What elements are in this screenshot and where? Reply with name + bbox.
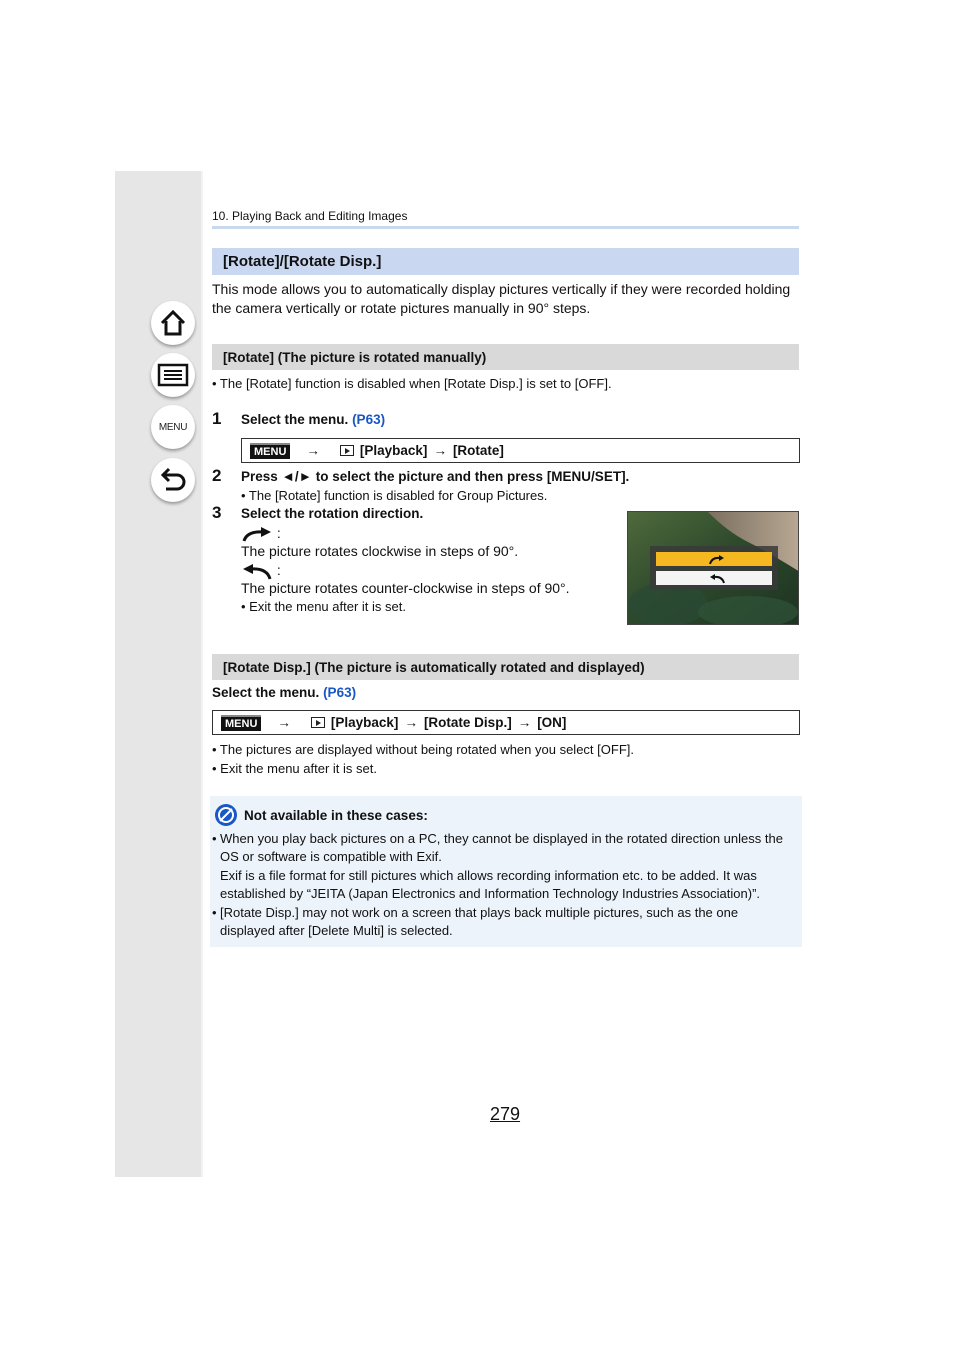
ccw-colon: : xyxy=(276,562,281,578)
ccw-text: The picture rotates counter-clockwise in steps of 90°. xyxy=(241,580,570,596)
not-available-icon xyxy=(214,803,238,827)
step-3-number: 3 xyxy=(212,503,222,522)
arrow: → xyxy=(306,443,320,458)
rotate-disp-menu-path xyxy=(212,710,800,735)
camera-screen-illustration xyxy=(627,511,799,625)
rotate-clockwise-icon xyxy=(241,526,273,542)
rotate-disp-note-2: • Exit the menu after it is set. xyxy=(212,761,377,776)
rotate-menu-screen-image xyxy=(628,512,799,625)
rotate-heading xyxy=(212,344,799,370)
contents-button[interactable] xyxy=(151,353,195,397)
back-button[interactable] xyxy=(151,458,195,502)
home-icon xyxy=(158,308,188,338)
cw-option xyxy=(241,525,281,542)
not-available-item-1a: When you play back pictures on a PC, they cannot be displayed in the rotated direction unless the OS or software is compatible with Exif. xyxy=(220,831,783,864)
bullet: • xyxy=(212,905,217,920)
home-button[interactable] xyxy=(151,301,195,345)
bullet: • xyxy=(212,831,217,846)
not-available-item-2: [Rotate Disp.] may not work on a screen that plays back multiple pictures, such as the one displayed after [Delete Multi] is selected. xyxy=(220,905,739,938)
step-1-text: Select the menu. xyxy=(241,412,349,427)
playback-icon xyxy=(340,445,354,456)
rotate-note: • The [Rotate] function is disabled when [Rotate Disp.] is set to [OFF]. xyxy=(212,376,612,391)
menu-badge: MENU xyxy=(250,443,290,459)
section-title xyxy=(212,248,799,275)
cw-colon: : xyxy=(276,525,281,541)
rotate-disp-heading-text: [Rotate Disp.] (The picture is automatically rotated and displayed) xyxy=(223,659,645,675)
step-3-text: Select the rotation direction. xyxy=(241,506,424,521)
arrow: → xyxy=(404,715,418,730)
header-divider xyxy=(212,226,799,229)
playback-icon xyxy=(311,717,325,728)
cw-text: The picture rotates clockwise in steps of 90°. xyxy=(241,543,519,559)
step-1-number: 1 xyxy=(212,409,222,428)
rotate-disp-value: [ON] xyxy=(537,715,567,730)
playback-label: [Playback] xyxy=(359,443,428,458)
page-number[interactable]: 279 xyxy=(490,1104,521,1124)
ccw-option xyxy=(241,562,281,580)
rotate-disp-item-label: [Rotate Disp.] xyxy=(423,715,512,730)
rotate-disp-note-1: • The pictures are displayed without being rotated when you select [OFF]. xyxy=(212,742,634,757)
rotate-disp-link[interactable]: (P63) xyxy=(323,685,357,700)
not-available-title: Not available in these cases: xyxy=(244,808,428,823)
rotate-heading-text: [Rotate] (The picture is rotated manually) xyxy=(223,349,487,365)
rotate-disp-select xyxy=(212,685,356,700)
rotate-item-label: [Rotate] xyxy=(452,443,504,458)
menu-list-button[interactable] xyxy=(151,405,195,449)
arrow: → xyxy=(517,715,532,730)
step-2-number: 2 xyxy=(212,466,222,485)
rotate-counterclockwise-icon xyxy=(241,562,273,580)
chapter-title: 10. Playing Back and Editing Images xyxy=(212,209,408,223)
step-1-link[interactable]: (P63) xyxy=(352,412,386,427)
rotate-disp-select-text: Select the menu. xyxy=(212,685,320,700)
rotate-menu-path xyxy=(241,438,800,463)
not-available-item-1b: Exif is a file format for still pictures which allows recording information etc. to be added. It was established by “JEITA (Japan Electronics and Information Technology Industries Association)”. xyxy=(220,868,761,901)
step-1 xyxy=(241,412,385,427)
return-icon xyxy=(158,465,188,495)
step-3-note: • Exit the menu after it is set. xyxy=(241,599,406,614)
step-2-text: Press ◄/► to select the picture and then press [MENU/SET]. xyxy=(241,469,630,484)
playback-label: [Playback] xyxy=(330,715,399,730)
arrow: → xyxy=(433,443,447,458)
menu-badge: MENU xyxy=(221,715,261,731)
section-intro: This mode allows you to automatically display pictures vertically if they were recorded holding the camera vertically or rotate pictures manually in 90° steps. xyxy=(212,281,791,316)
rotate-disp-heading xyxy=(212,654,799,680)
step-2-note: • The [Rotate] function is disabled for Group Pictures. xyxy=(241,488,548,503)
arrow: → xyxy=(277,715,291,730)
section-title-text: [Rotate]/[Rotate Disp.] xyxy=(223,253,382,270)
list-icon xyxy=(157,362,189,388)
menu-label: MENU xyxy=(158,421,188,433)
